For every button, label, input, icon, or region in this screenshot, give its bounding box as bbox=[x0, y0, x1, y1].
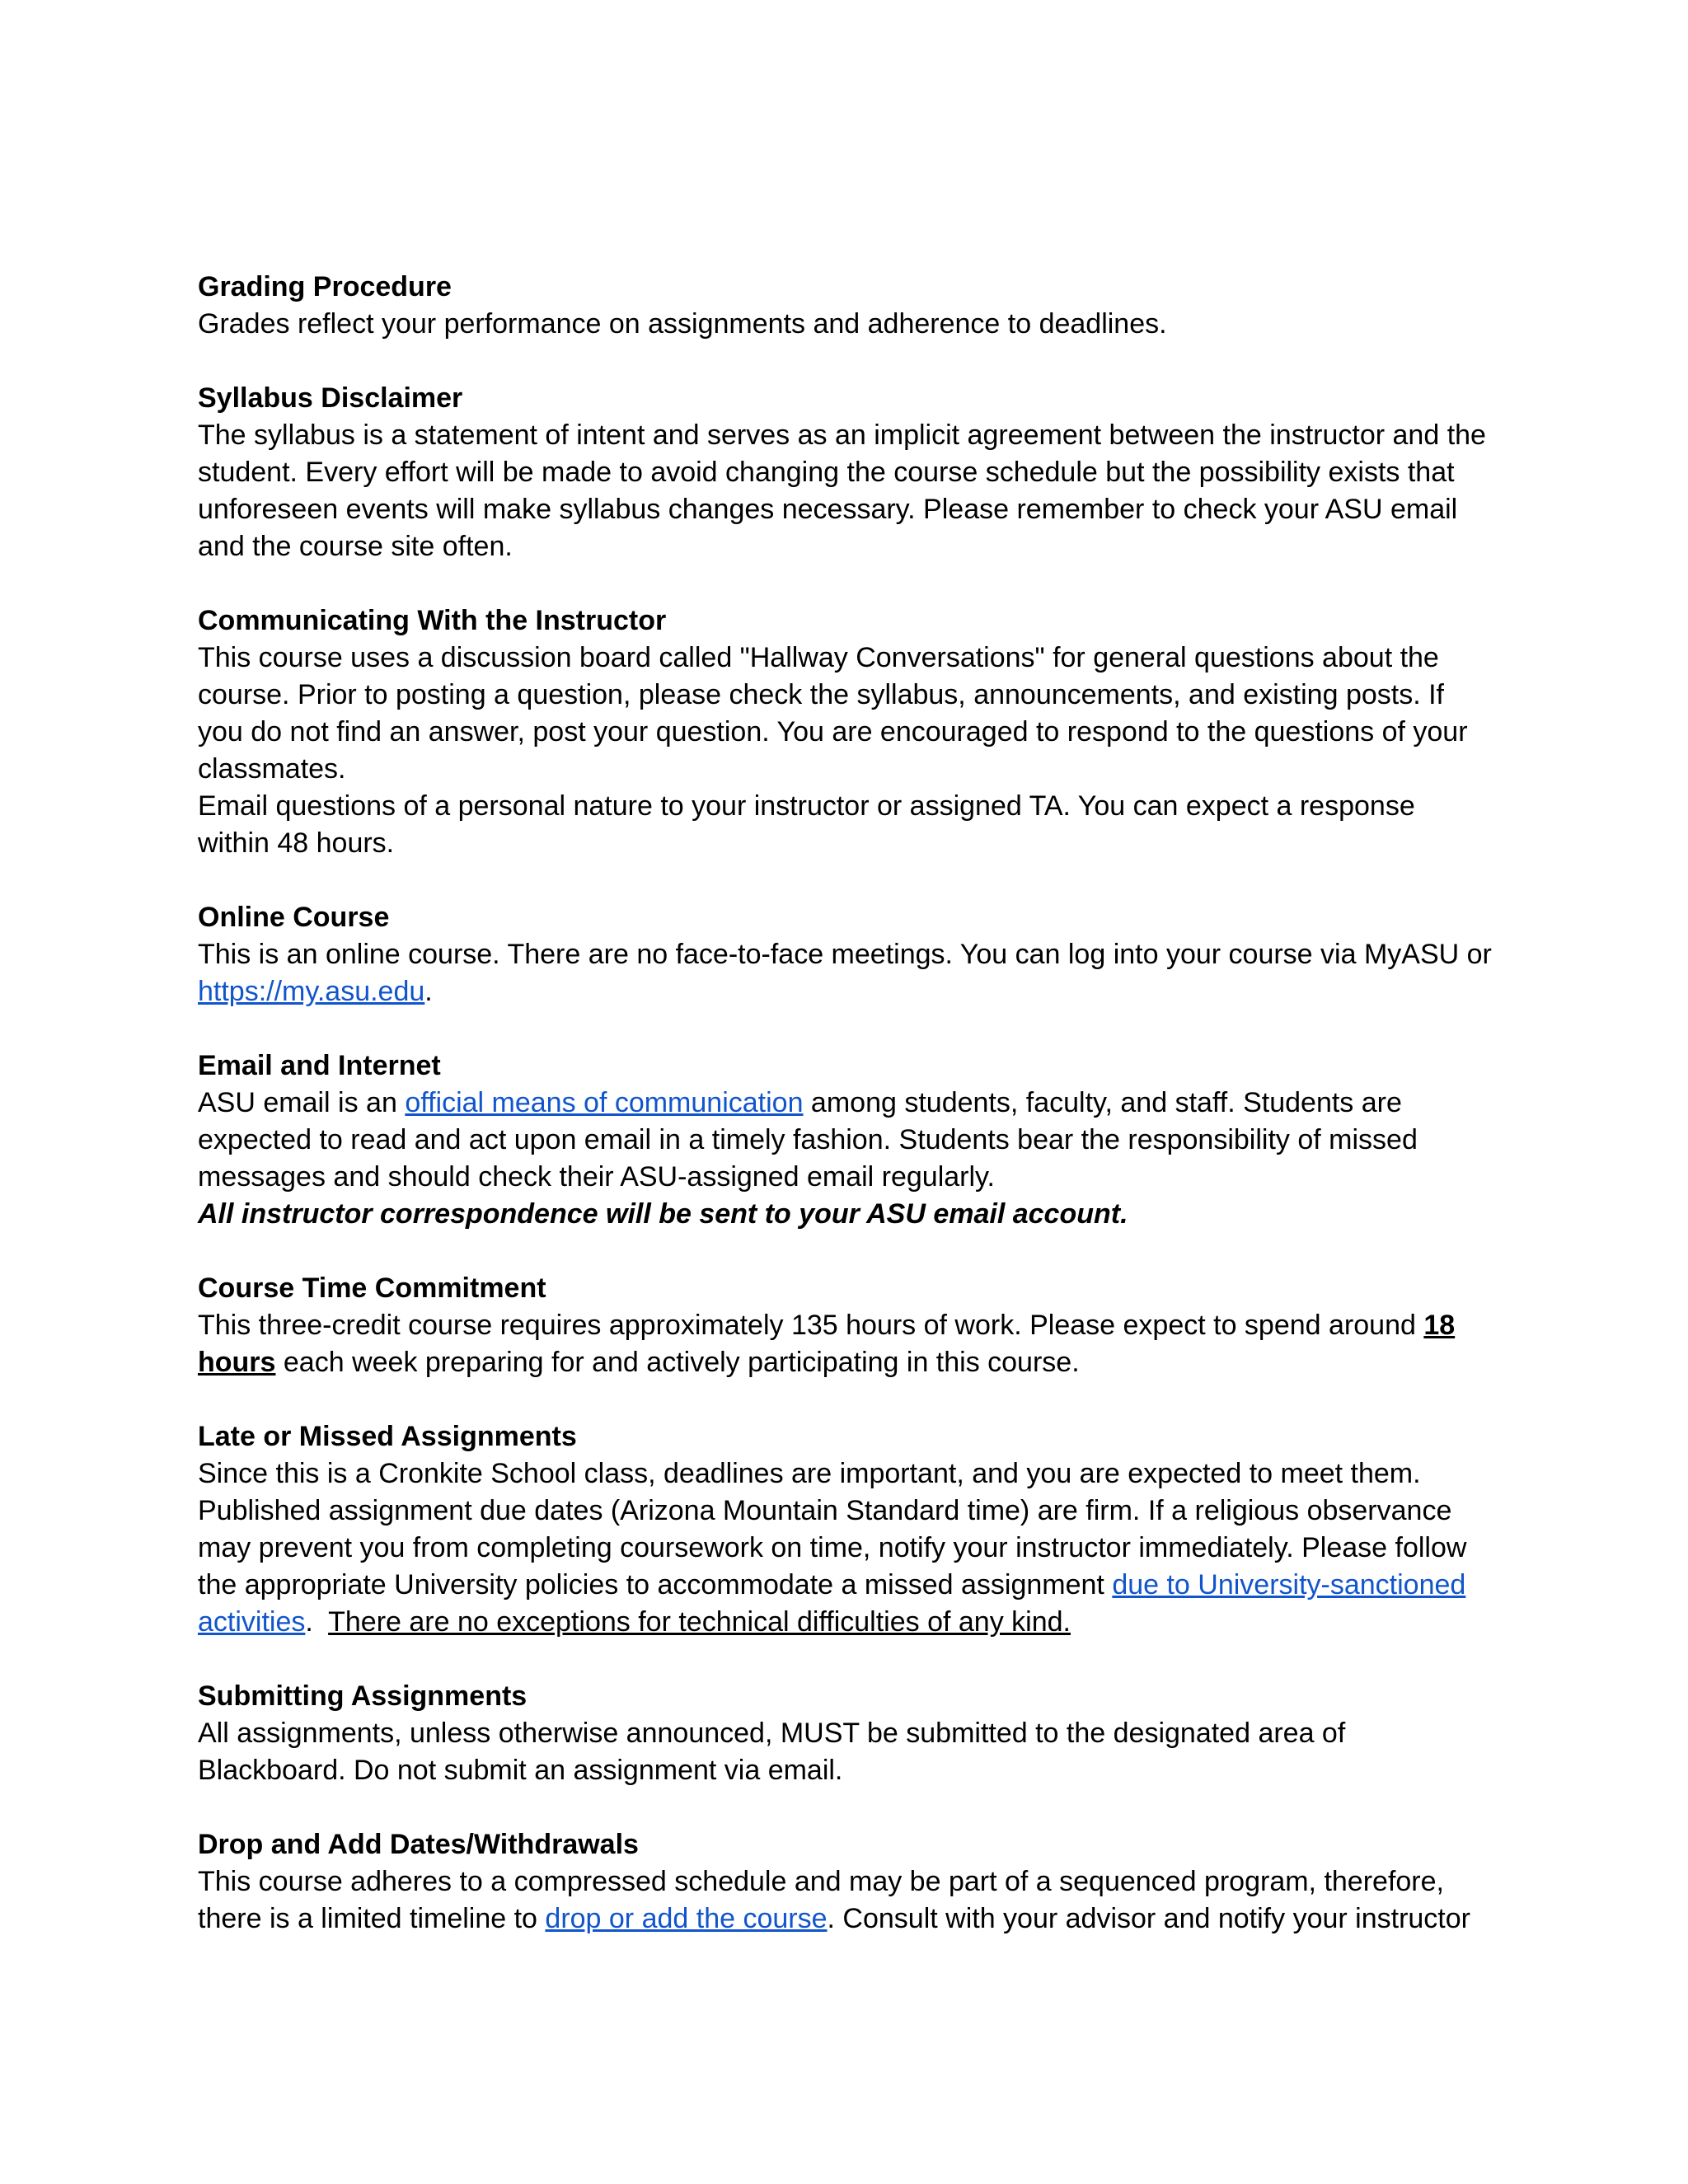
text-run: . bbox=[305, 1606, 329, 1638]
section-grading-procedure bbox=[198, 269, 1492, 343]
section-submitting-assignments bbox=[198, 1678, 1492, 1789]
section-heading: Course Time Commitment bbox=[198, 1272, 546, 1304]
text-run: ASU email is an bbox=[198, 1087, 406, 1118]
section-time-commitment bbox=[198, 1270, 1492, 1381]
hours-emphasis: 18 hours bbox=[198, 1310, 1456, 1378]
text-run: among students, faculty, and staff. Students are expected to read and act upon email in a timely fashion. Students bear the responsibility of missed messages and should check their ASU-assigned email regularly. bbox=[198, 1087, 1418, 1193]
section-late-assignments bbox=[198, 1418, 1492, 1641]
syllabus-content bbox=[198, 269, 1492, 1938]
section-heading: Online Course bbox=[198, 902, 390, 933]
text-run: each week preparing for and actively participating in this course. bbox=[275, 1347, 1080, 1378]
text-run: This three-credit course requires approximately 135 hours of work. Please expect to spend around bbox=[198, 1310, 1424, 1341]
text-run: This is an online course. There are no face-to-face meetings. You can log into your course via MyASU or bbox=[198, 939, 1492, 970]
no-exceptions-notice: There are no exceptions for technical difficulties of any kind. bbox=[328, 1606, 1071, 1638]
emphasis-text: All instructor correspondence will be sent to your ASU email account. bbox=[198, 1198, 1128, 1230]
myasu-link[interactable]: https://my.asu.edu bbox=[198, 976, 425, 1007]
official-communication-link[interactable]: official means of communication bbox=[405, 1087, 804, 1118]
section-communicating bbox=[198, 602, 1492, 862]
section-heading: Drop and Add Dates/Withdrawals bbox=[198, 1829, 639, 1860]
text-run: . Consult with your advisor and notify your instructor bbox=[827, 1903, 1470, 1934]
text-run: . bbox=[424, 976, 433, 1007]
section-text: This course uses a discussion board called "Hallway Conversations" for general questions about the course. Prior to posting a question, please check the syllabus, announcements, and existing posts. If you do not find an answer, post your question. You are encouraged to respond to the questions of your classmates. bbox=[198, 642, 1468, 785]
section-heading: Grading Procedure bbox=[198, 271, 452, 302]
section-text bbox=[198, 936, 1492, 1010]
section-drop-add bbox=[198, 1826, 1492, 1938]
section-text bbox=[198, 1863, 1492, 1938]
section-heading: Submitting Assignments bbox=[198, 1680, 528, 1712]
section-email-internet bbox=[198, 1047, 1492, 1233]
section-heading: Late or Missed Assignments bbox=[198, 1421, 577, 1452]
section-syllabus-disclaimer bbox=[198, 380, 1492, 565]
section-online-course bbox=[198, 899, 1492, 1010]
drop-add-link[interactable]: drop or add the course bbox=[545, 1903, 828, 1934]
section-text: Email questions of a personal nature to your instructor or assigned TA. You can expect a response within 48 hours. bbox=[198, 790, 1415, 859]
section-text: The syllabus is a statement of intent and serves as an implicit agreement between the instructor and the student. Every effort will be made to avoid changing the course schedule but the possibility exists that unforeseen events will make syllabus changes necessary. Please remember to check your ASU email and the course site often. bbox=[198, 419, 1486, 562]
section-text bbox=[198, 1085, 1492, 1196]
text-run: Since this is a Cronkite School class, deadlines are important, and you are expected to meet them. Published assignment due dates (Arizona Mountain Standard time) are firm. If a religious observance may prevent you from completing coursework on time, notify your instructor immediately. Please follow the appropriate University policies to accommodate a missed assignment bbox=[198, 1458, 1467, 1601]
section-heading: Email and Internet bbox=[198, 1050, 441, 1081]
sanctioned-activities-link[interactable]: due to University-sanctioned activities bbox=[198, 1569, 1466, 1638]
text-run: This course adheres to a compressed schedule and may be part of a sequenced program, therefore, there is a limited timeline to bbox=[198, 1866, 1444, 1934]
section-heading: Communicating With the Instructor bbox=[198, 605, 667, 636]
section-heading: Syllabus Disclaimer bbox=[198, 382, 463, 414]
section-text bbox=[198, 1307, 1492, 1381]
section-text: Grades reflect your performance on assignments and adherence to deadlines. bbox=[198, 308, 1167, 340]
section-text bbox=[198, 1455, 1492, 1641]
section-text: All assignments, unless otherwise announced, MUST be submitted to the designated area of Blackboard. Do not submit an assignment via email. bbox=[198, 1718, 1346, 1786]
